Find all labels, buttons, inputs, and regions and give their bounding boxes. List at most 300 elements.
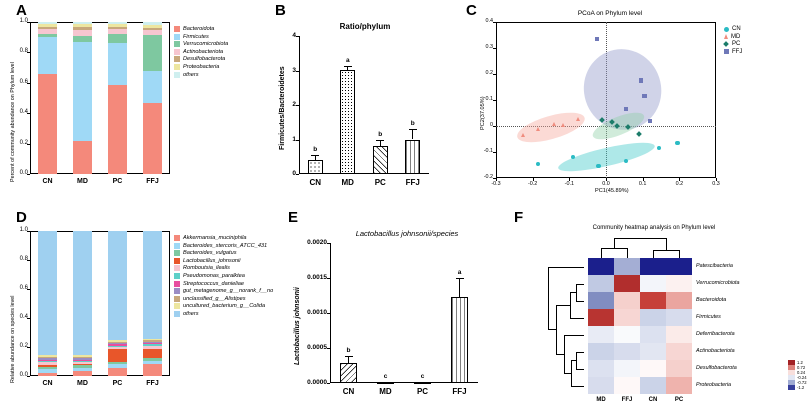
legend-item-Pseudomonas_paralktea <box>174 273 273 279</box>
col-label-MD: MD <box>596 397 606 403</box>
legend-swatch <box>174 72 180 78</box>
error-bar-CN <box>348 356 349 362</box>
stack-segment-Lactobacillus_johnsonii <box>108 349 126 362</box>
ytick-label: 1.0 <box>19 227 28 233</box>
stack-segment-Bacteroidota <box>108 85 126 174</box>
row-dendrogram-hline <box>576 284 584 285</box>
heatmap-cell-FFJ-Desulfobacterota <box>614 360 640 377</box>
ytick-mark <box>27 144 30 145</box>
legend-swatch <box>174 56 180 62</box>
heatmap-cell-CN-Firmicutes <box>640 309 666 326</box>
ytick-mark <box>493 22 496 23</box>
stack-segment-Firmicutes <box>143 71 161 104</box>
legend-label: others <box>183 71 199 78</box>
legend-item-uncultured_bacterium_g__Colida <box>174 303 273 309</box>
xtick-mark <box>533 178 534 181</box>
legend-label: Streptococcus_danieliae <box>183 280 244 287</box>
legend-label: gut_metagenome_g__norank_f__no <box>183 288 274 295</box>
row-label-Bacteroidota: Bacteroidota <box>696 297 727 303</box>
legend-label: uncultured_bacterium_g__Colida <box>183 303 266 310</box>
ytick-label: 0.0 <box>19 372 28 378</box>
stacked-bar-PC <box>108 231 126 376</box>
ytick-label: 0.0010 <box>307 309 327 316</box>
legend-swatch <box>174 296 180 302</box>
row-label-Verrucomicrobiota: Verrucomicrobiota <box>696 280 740 286</box>
stack-segment-Bacteroidota <box>143 103 161 174</box>
bar-MD <box>377 382 394 384</box>
sig-label-CN: b <box>313 146 318 154</box>
heatmap-cell-PC-Patescibacteria <box>666 258 692 275</box>
heatmap-cell-CN-Proteobacteria <box>640 377 666 394</box>
xtick-label-PC: PC <box>112 178 123 185</box>
sig-label-MD: a <box>345 57 350 65</box>
heatmap-cell-PC-Proteobacteria <box>666 377 692 394</box>
heatmap-cell-MD-Actinobacteriota <box>588 343 614 360</box>
ytick-label: 0.0005 <box>307 344 327 351</box>
legend-item-MD <box>724 34 742 40</box>
panel-c-title: PCoA on Phylum level <box>577 10 643 17</box>
row-label-Actinobacteriota: Actinobacteriota <box>696 348 735 354</box>
heatmap-cell-PC-Verrucomicrobiota <box>666 275 692 292</box>
heatmap-cell-MD-Bacteroidota <box>588 292 614 309</box>
error-cap-CN <box>311 155 319 156</box>
legend-label: PC <box>732 41 741 48</box>
dendrogram-vline <box>627 248 628 258</box>
panel-a-ylabel: Percent of community abundance on Phylum level <box>10 62 16 182</box>
xtick-label-FFJ: FFJ <box>405 178 420 187</box>
sig-label-FFJ: b <box>410 120 415 128</box>
panel-c-letter: C <box>466 2 477 19</box>
ytick-label: 0.0020 <box>307 239 327 246</box>
legend-item-Bacteroides_vulgatus <box>174 250 273 256</box>
stack-segment-Bacteroidota <box>73 141 91 174</box>
heatmap-cell-FFJ-Bacteroidota <box>614 292 640 309</box>
panel-f-title: Community heatmap analysis on Phylum level <box>592 225 716 231</box>
xtick-label-CN: CN <box>42 178 53 185</box>
legend-label: Firmicutes <box>183 33 209 40</box>
error-bar-FFJ <box>412 129 413 139</box>
panel-b-ylabel: Firmicutes/Bacteroidetes <box>279 66 286 150</box>
ytick-mark <box>27 174 30 175</box>
legend-label: Pseudomonas_paralktea <box>183 272 245 279</box>
legend-label: Romboutsia_ilealis <box>183 265 230 272</box>
sig-label-CN: b <box>346 347 351 355</box>
heatmap-cell-PC-Desulfobacterota <box>666 360 692 377</box>
ytick-mark <box>27 52 30 53</box>
row-dendrogram-vline <box>576 352 577 369</box>
legend-item-Romboutsia_ilealis <box>174 265 273 271</box>
row-dendrogram-hline <box>548 329 556 330</box>
panel-f <box>508 205 807 412</box>
row-dendrogram-vline <box>564 335 565 373</box>
legend-swatch <box>174 235 180 241</box>
heatmap-cell-CN-Actinobacteriota <box>640 343 666 360</box>
stack-segment-Akkermansia_muciniphila <box>108 368 126 376</box>
row-dendrogram-hline <box>576 301 584 302</box>
xtick-label-MD: MD <box>77 178 88 185</box>
xtick-label: -0.1 <box>564 181 574 187</box>
ytick-label: 0.4 <box>19 109 28 116</box>
col-label-FFJ: FFJ <box>621 397 633 403</box>
stack-segment-Firmicutes <box>38 37 56 74</box>
stack-segment-Firmicutes <box>73 42 91 142</box>
ytick-mark <box>296 140 299 141</box>
legend-label: Lactobacillus_johnsonii <box>183 257 241 264</box>
legend-swatch <box>174 273 180 279</box>
stack-segment-others <box>73 231 91 355</box>
ytick-label: 0.4 <box>19 314 28 320</box>
ytick-mark <box>493 100 496 101</box>
stack-segment-Akkermansia_muciniphila <box>38 373 56 376</box>
legend-label: Bacteroides_vulgatus <box>183 250 237 257</box>
ytick-mark <box>493 74 496 75</box>
row-dendrogram-hline <box>576 369 584 370</box>
stacked-bar-CN <box>38 231 56 376</box>
ytick-label: 4 <box>292 32 296 39</box>
error-cap-FFJ <box>409 129 417 130</box>
stack-segment-Bacteroidota <box>38 74 56 174</box>
bar-CN <box>340 363 357 383</box>
dendrogram-vline <box>679 250 680 258</box>
ytick-mark <box>27 289 30 290</box>
ytick-mark <box>27 231 30 232</box>
panel-a <box>0 0 260 200</box>
ytick-mark <box>27 347 30 348</box>
panel-d-ylabel: Relative abundance on species level <box>10 295 16 383</box>
legend-marker-triangle <box>724 34 728 39</box>
xtick-mark <box>496 178 497 181</box>
legend-swatch <box>174 288 180 294</box>
colorbar-swatch <box>788 385 795 390</box>
legend-item-others <box>174 72 228 78</box>
panel-c-legend <box>724 26 742 56</box>
ytick-mark <box>27 376 30 377</box>
panel-c-ylabel: PC2(37.05%) <box>480 96 486 130</box>
legend-swatch <box>174 311 180 317</box>
legend-label: CN <box>732 26 741 32</box>
point-FFJ <box>648 119 652 123</box>
row-dendrogram-hline <box>564 373 571 374</box>
colorbar-label: 1.2 <box>797 360 803 365</box>
colorbar-label: -0.72 <box>797 380 807 385</box>
xtick-label: -0.3 <box>491 181 501 187</box>
ytick-mark <box>27 260 30 261</box>
heatmap-cell-FFJ-Proteobacteria <box>614 377 640 394</box>
legend-swatch <box>174 265 180 271</box>
dendrogram-vline <box>614 238 615 248</box>
legend-item-unclassified_g__Alistipes <box>174 296 273 302</box>
ytick-mark <box>296 105 299 106</box>
stacked-bar-CN <box>38 22 56 174</box>
bar-FFJ <box>405 140 420 175</box>
ytick-label: 0.6 <box>19 78 28 85</box>
ytick-mark <box>27 22 30 23</box>
panel-f-letter: F <box>514 209 524 226</box>
legend-item-PC <box>724 41 742 47</box>
legend-label: Proteobacteria <box>183 63 220 70</box>
legend-marker-diamond <box>723 41 729 47</box>
xtick-label-MD: MD <box>77 380 88 387</box>
ytick-label: 0.8 <box>19 256 28 262</box>
panel-c-xlabel: PC1(45.89%) <box>595 188 629 194</box>
heatmap-cell-FFJ-Deferribacterota <box>614 326 640 343</box>
dendrogram-hline <box>653 250 679 251</box>
row-dendrogram-vline <box>548 267 549 330</box>
xtick-label: -0.2 <box>528 181 538 187</box>
sig-label-FFJ: a <box>457 269 462 276</box>
xtick-label-CN: CN <box>342 387 355 396</box>
colorbar-label: -1.2 <box>797 385 805 390</box>
legend-label: Desulfobacterota <box>183 56 226 63</box>
xtick-label: 0.2 <box>675 181 684 187</box>
xtick-mark <box>679 178 680 181</box>
row-label-Proteobacteria: Proteobacteria <box>696 382 732 388</box>
ytick-mark <box>327 278 330 279</box>
stack-segment-Akkermansia_muciniphila <box>143 364 161 376</box>
stack-segment-Verrucomicrobiota <box>108 34 126 43</box>
stacked-bar-FFJ <box>143 231 161 376</box>
xtick-label-FFJ: FFJ <box>452 387 467 396</box>
heatmap-cell-FFJ-Verrucomicrobiota <box>614 275 640 292</box>
heatmap-cell-FFJ-Patescibacteria <box>614 258 640 275</box>
panel-e-letter: E <box>288 209 299 226</box>
xtick-label-CN: CN <box>42 380 53 387</box>
point-FFJ <box>624 107 628 111</box>
legend-label: Bacteroides_stercoris_ATCC_431 <box>183 242 268 249</box>
legend-label: Bacteroidota <box>183 26 215 32</box>
ytick-label: 0.3 <box>485 44 493 50</box>
row-label-Firmicutes: Firmicutes <box>696 314 721 320</box>
row-label-Desulfobacterota: Desulfobacterota <box>696 365 737 371</box>
heatmap-cell-CN-Patescibacteria <box>640 258 666 275</box>
ytick-label: 1.0 <box>19 18 28 24</box>
ytick-label: 0.0 <box>19 170 28 176</box>
legend-item-Desulfobacterota <box>174 56 228 62</box>
legend-item-Lactobacillus_johnsonii <box>174 258 273 264</box>
legend-item-FFJ <box>724 49 742 55</box>
colorbar-label: 0.24 <box>797 370 806 375</box>
panel-e <box>282 205 504 412</box>
stack-segment-others <box>143 231 161 339</box>
ytick-label: 0.2 <box>19 139 28 146</box>
point-FFJ <box>642 94 646 98</box>
row-dendrogram-hline <box>548 267 584 268</box>
panel-a-letter: A <box>16 2 27 19</box>
heatmap-cell-PC-Bacteroidota <box>666 292 692 309</box>
legend-item-Firmicutes <box>174 34 228 40</box>
ytick-label: 0.2 <box>485 70 493 76</box>
ytick-label: 0.6 <box>19 285 28 291</box>
heatmap-cell-PC-Deferribacterota <box>666 326 692 343</box>
legend-swatch <box>174 34 180 40</box>
legend-label: Actinobacteriota <box>183 48 224 55</box>
dendrogram-vline <box>653 250 654 258</box>
heatmap-cell-CN-Deferribacterota <box>640 326 666 343</box>
row-dendrogram-vline <box>556 305 557 354</box>
legend-item-Bacteroidota <box>174 26 228 32</box>
ytick-label: 0.8 <box>19 48 28 55</box>
row-dendrogram-hline <box>570 318 584 319</box>
xtick-label-CN: CN <box>309 178 322 187</box>
row-dendrogram-hline <box>571 386 584 387</box>
row-dendrogram-hline <box>556 354 564 355</box>
xtick-label-MD: MD <box>341 178 354 187</box>
ytick-mark <box>296 174 299 175</box>
point-MD <box>561 123 565 127</box>
point-MD <box>576 117 580 121</box>
ytick-label: 0.0015 <box>307 274 327 281</box>
xtick-label: 0.0 <box>602 181 610 187</box>
heatmap-cell-MD-Patescibacteria <box>588 258 614 275</box>
stacked-bar-MD <box>73 22 91 174</box>
legend-label: Verrucomicrobiota <box>183 41 229 48</box>
bar-CN <box>308 160 323 174</box>
ytick-label: 0 <box>292 170 296 177</box>
sig-label-PC: b <box>378 130 383 138</box>
error-bar-PC <box>380 140 381 147</box>
ytick-mark <box>493 178 496 179</box>
row-dendrogram-vline <box>576 284 577 301</box>
error-cap-CN <box>345 356 353 357</box>
xtick-label: 0.3 <box>712 181 720 187</box>
stack-segment-others <box>108 231 126 340</box>
ytick-mark <box>296 36 299 37</box>
panel-d-letter: D <box>16 209 27 226</box>
heatmap-cell-CN-Bacteroidota <box>640 292 666 309</box>
col-label-PC: PC <box>674 397 684 403</box>
legend-item-Bacteroides_stercoris_ATCC_431 <box>174 243 273 249</box>
stack-segment-Firmicutes <box>108 43 126 85</box>
xtick-mark <box>716 178 717 181</box>
ytick-mark <box>296 71 299 72</box>
ytick-label: 3 <box>292 66 296 74</box>
colorbar-label: -0.24 <box>797 375 807 380</box>
panel-c <box>460 0 784 200</box>
ytick-label: 2 <box>292 101 296 108</box>
row-label-Patescibacteria: Patescibacteria <box>696 263 733 269</box>
stacked-bar-FFJ <box>143 22 161 174</box>
heatmap-cell-FFJ-Actinobacteriota <box>614 343 640 360</box>
ytick-mark <box>327 348 330 349</box>
legend-item-Verrucomicrobiota <box>174 41 228 47</box>
ytick-label: 1 <box>292 135 296 143</box>
error-cap-FFJ <box>456 278 464 279</box>
xtick-mark <box>643 178 644 181</box>
ytick-mark <box>327 243 330 244</box>
legend-item-Actinobacteriota <box>174 49 228 55</box>
legend-label: MD <box>731 33 741 40</box>
ytick-label: 0.4 <box>485 18 493 24</box>
legend-swatch <box>174 41 180 47</box>
heatmap-cell-PC-Firmicutes <box>666 309 692 326</box>
xtick-label-FFJ: FFJ <box>146 178 159 185</box>
bar-MD <box>340 70 355 174</box>
legend-item-gut_metagenome_g__norank_f__no <box>174 288 273 294</box>
col-label-CN: CN <box>648 397 658 403</box>
row-dendrogram-hline <box>576 352 584 353</box>
panel-b-letter: B <box>275 2 286 19</box>
legend-swatch <box>174 303 180 309</box>
error-cap-PC <box>376 140 384 141</box>
panel-e-ylabel: Lactobacillus johnsonii <box>294 287 301 365</box>
row-dendrogram-hline <box>564 335 584 336</box>
error-cap-MD <box>344 66 352 67</box>
ytick-mark <box>493 48 496 49</box>
ytick-mark <box>327 313 330 314</box>
bar-PC <box>414 382 431 384</box>
heatmap-cell-MD-Verrucomicrobiota <box>588 275 614 292</box>
legend-item-Streptococcus_danieliae <box>174 281 273 287</box>
dendrogram-vline <box>666 238 667 250</box>
legend-swatch <box>174 64 180 70</box>
stack-segment-Akkermansia_muciniphila <box>73 371 91 376</box>
point-CN <box>675 141 679 145</box>
row-label-Deferribacterota: Deferribacterota <box>696 331 735 337</box>
heatmap-cell-MD-Proteobacteria <box>588 377 614 394</box>
heatmap-cell-MD-Firmicutes <box>588 309 614 326</box>
legend-label: unclassified_g__Alistipes <box>183 295 246 302</box>
ytick-label: 0.2 <box>19 343 28 349</box>
legend-swatch <box>174 250 180 256</box>
point-MD <box>536 127 540 131</box>
panel-d-legend <box>174 235 273 319</box>
legend-item-CN <box>724 26 742 32</box>
point-FFJ <box>639 78 643 82</box>
stacked-bar-MD <box>73 231 91 376</box>
legend-swatch <box>174 243 180 249</box>
dendrogram-hline <box>601 248 627 249</box>
sig-label-PC: c <box>420 373 425 380</box>
legend-label: others <box>183 310 199 317</box>
panel-e-title: Lactobacillus johnsonii/species <box>355 229 459 238</box>
heatmap-cell-CN-Desulfobacterota <box>640 360 666 377</box>
point-MD <box>521 133 525 137</box>
dendrogram-hline <box>614 238 666 239</box>
sig-label-MD: c <box>383 373 388 380</box>
heatmap-cell-MD-Desulfobacterota <box>588 360 614 377</box>
ytick-mark <box>493 152 496 153</box>
legend-item-others <box>174 311 273 317</box>
ytick-mark <box>27 113 30 114</box>
panel-d <box>0 205 280 412</box>
ytick-label: 0.0000 <box>307 379 327 386</box>
legend-label: FFJ <box>732 48 743 55</box>
heatmap-cell-MD-Deferribacterota <box>588 326 614 343</box>
bar-FFJ <box>451 297 468 383</box>
heatmap-cell-PC-Actinobacteriota <box>666 343 692 360</box>
legend-swatch <box>174 49 180 55</box>
xtick-label-FFJ: FFJ <box>146 380 159 387</box>
ytick-mark <box>27 83 30 84</box>
colorbar-label: 0.72 <box>797 365 806 370</box>
legend-marker-circle <box>724 27 729 32</box>
stack-segment-others <box>38 231 56 355</box>
error-bar-FFJ <box>459 278 460 297</box>
panel-b <box>265 0 455 200</box>
row-dendrogram-hline <box>556 305 570 306</box>
legend-swatch <box>174 281 180 287</box>
legend-marker-square <box>724 49 729 54</box>
ytick-mark <box>327 383 330 384</box>
xtick-mark <box>569 178 570 181</box>
point-FFJ <box>595 37 599 41</box>
panel-b-title: Ratio/phylum <box>339 22 391 31</box>
row-dendrogram-vline <box>570 292 571 318</box>
bar-PC <box>373 146 388 174</box>
heatmap-cell-CN-Verrucomicrobiota <box>640 275 666 292</box>
xtick-label-PC: PC <box>112 380 123 387</box>
dendrogram-vline <box>601 248 602 258</box>
